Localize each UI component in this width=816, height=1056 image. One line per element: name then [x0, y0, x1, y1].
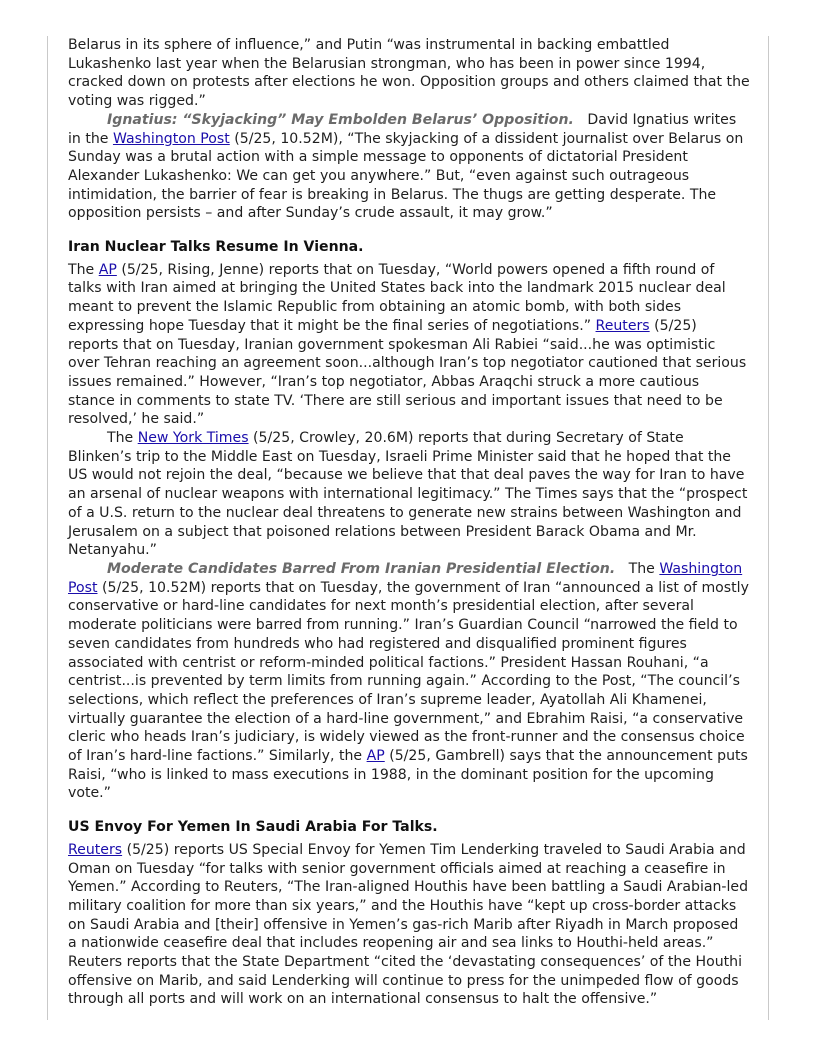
- iran-talks-paragraph: [68, 261, 750, 429]
- iran-election-paragraph: [68, 560, 750, 803]
- washington-post-link[interactable]: Washington Post: [112, 130, 230, 147]
- paragraph-text: The: [628, 560, 655, 577]
- paragraph-text: (5/25, Rising, Jenne) reports that on Tuesday, “World powers opened a fifth round of talks with Iran aimed at bringing the United States back into the landmark 2015 nuclear deal meant to prevent the Islamic Republic from obtaining an atomic bomb, with both sides expressing hope Tuesday that it might be the final series of negotiations.”: [68, 261, 726, 334]
- heading-iran-nuclear-talks: Iran Nuclear Talks Resume In Vienna.: [68, 239, 364, 256]
- paragraph-text: (5/25) reports that on Tuesday, Iranian government spokesman Ali Rabiei “said...he was optimistic over Tehran reaching an agreement soon...although Iran’s top negotiator cautioned that serious issues remained.” However, “Iran’s top negotiator, Abbas Araqchi struck a more cautious stance in comments to state TV. ‘There are still serious and important issues that need to be resolved,’ he said.”: [68, 317, 747, 428]
- paragraph-text: (5/25, Crowley, 20.6M) reports that during Secretary of State Blinken’s trip to the Middle East on Tuesday, Israeli Prime Minister said that he hoped that the US would not rejoin the deal, “because we believe that that deal paves the way for Iran to have an arsenal of nuclear weapons with international legitimacy.” The Times says that the “prospect of a U.S. return to the nuclear deal threatens to generate new strains between Washington and Jerusalem on a subject that poisoned relations between President Barack Obama and Mr. Netanyahu.”: [68, 430, 748, 559]
- news-brief-page: [68, 36, 750, 1009]
- paragraph-text: The: [68, 261, 95, 278]
- ap-link[interactable]: AP: [98, 261, 117, 278]
- belarus-continued-paragraph: [68, 36, 750, 111]
- new-york-times-link[interactable]: New York Times: [137, 430, 249, 447]
- heading-yemen-envoy: US Envoy For Yemen In Saudi Arabia For Talks.: [68, 819, 438, 836]
- ap-link[interactable]: AP: [366, 748, 385, 765]
- paragraph-text: (5/25) reports US Special Envoy for Yemen Tim Lenderking traveled to Saudi Arabia and Oman on Tuesday “for talks with senior government officials aimed at reaching a ceasefire in Yemen.” According to Reuters, “The Iran-aligned Houthis have been battling a Saudi Arabian-led military coalition for more than six years,” and the Houthis have “kept up cross-border attacks on Saudi Arabia and [their] offensive in Yemen’s gas-rich Marib after Riyadh in March proposed a nationwide ceasefire deal that includes reopening air and sea links to Houthi-held areas.” Reuters reports that the State Department “cited the ‘devastating consequences’ of the Houthi offensive on Marib, and said Lenderking will continue to press for the unimpeded flow of goods through all ports and will work on an international consensus to halt the offensive.”: [68, 841, 749, 1008]
- subheading-moderate-candidates: Moderate Candidates Barred From Iranian Presidential Election.: [107, 560, 616, 577]
- ignatius-paragraph: [68, 111, 750, 223]
- paragraph-text: Belarus in its sphere of influence,” and Putin “was instrumental in backing embattled Lukashenko last year when the Belarusian strongman, who has been in power since 1994, cracked down on protests after elections he won. Opposition groups and others claimed that the voting was rigged.”: [68, 37, 750, 110]
- right-margin-rule: [768, 36, 769, 1020]
- left-margin-rule: [47, 36, 48, 1020]
- paragraph-text: The: [107, 430, 134, 447]
- yemen-paragraph: [68, 841, 750, 1009]
- paragraph-text: David Ignatius writes in the: [68, 111, 737, 147]
- paragraph-text: (5/25, Gambrell) says that the announcement puts Raisi, “who is linked to mass executions in 1988, in the dominant position for the upcoming vote.”: [68, 748, 748, 802]
- nyt-paragraph: [68, 429, 750, 560]
- paragraph-text: (5/25, 10.52M) reports that on Tuesday, the government of Iran “announced a list of mostly conservative or hard-line candidates for next month’s presidential election, after several moderate politicians were barred from running.” Iran’s Guardian Council “narrowed the field to seven candidates from hundreds who had registered and disqualified prominent figures associated with centrist or reform-minded political factions.” President Hassan Rouhani, “a centrist...is prevented by term limits from running again.” According to the Post, “The council’s selections, which reflect the preferences of Iran’s supreme leader, Ayatollah Ali Khamenei, virtually guarantee the election of a hard-line government,” and Ebrahim Raisi, “a conservative cleric who heads Iran’s judiciary, is widely viewed as the front-runner and the consensus choice of Iran’s hard-line factions.” Similarly, the: [68, 579, 749, 765]
- reuters-link[interactable]: Reuters: [595, 317, 650, 334]
- washington-post-link[interactable]: Washington Post: [68, 560, 743, 596]
- paragraph-text: (5/25, 10.52M), “The skyjacking of a dissident journalist over Belarus on Sunday was a brutal action with a simple message to opponents of dictatorial President Alexander Lukashenko: We can get you anywhere.” But, “even against such outrageous intimidation, the barrier of fear is breaking in Belarus. The thugs are getting desperate. The opposition persists – and after Sunday’s crude assault, it may grow.”: [68, 130, 744, 222]
- reuters-link[interactable]: Reuters: [68, 841, 123, 858]
- subheading-ignatius: Ignatius: “Skyjacking” May Embolden Belarus’ Opposition.: [107, 111, 574, 128]
